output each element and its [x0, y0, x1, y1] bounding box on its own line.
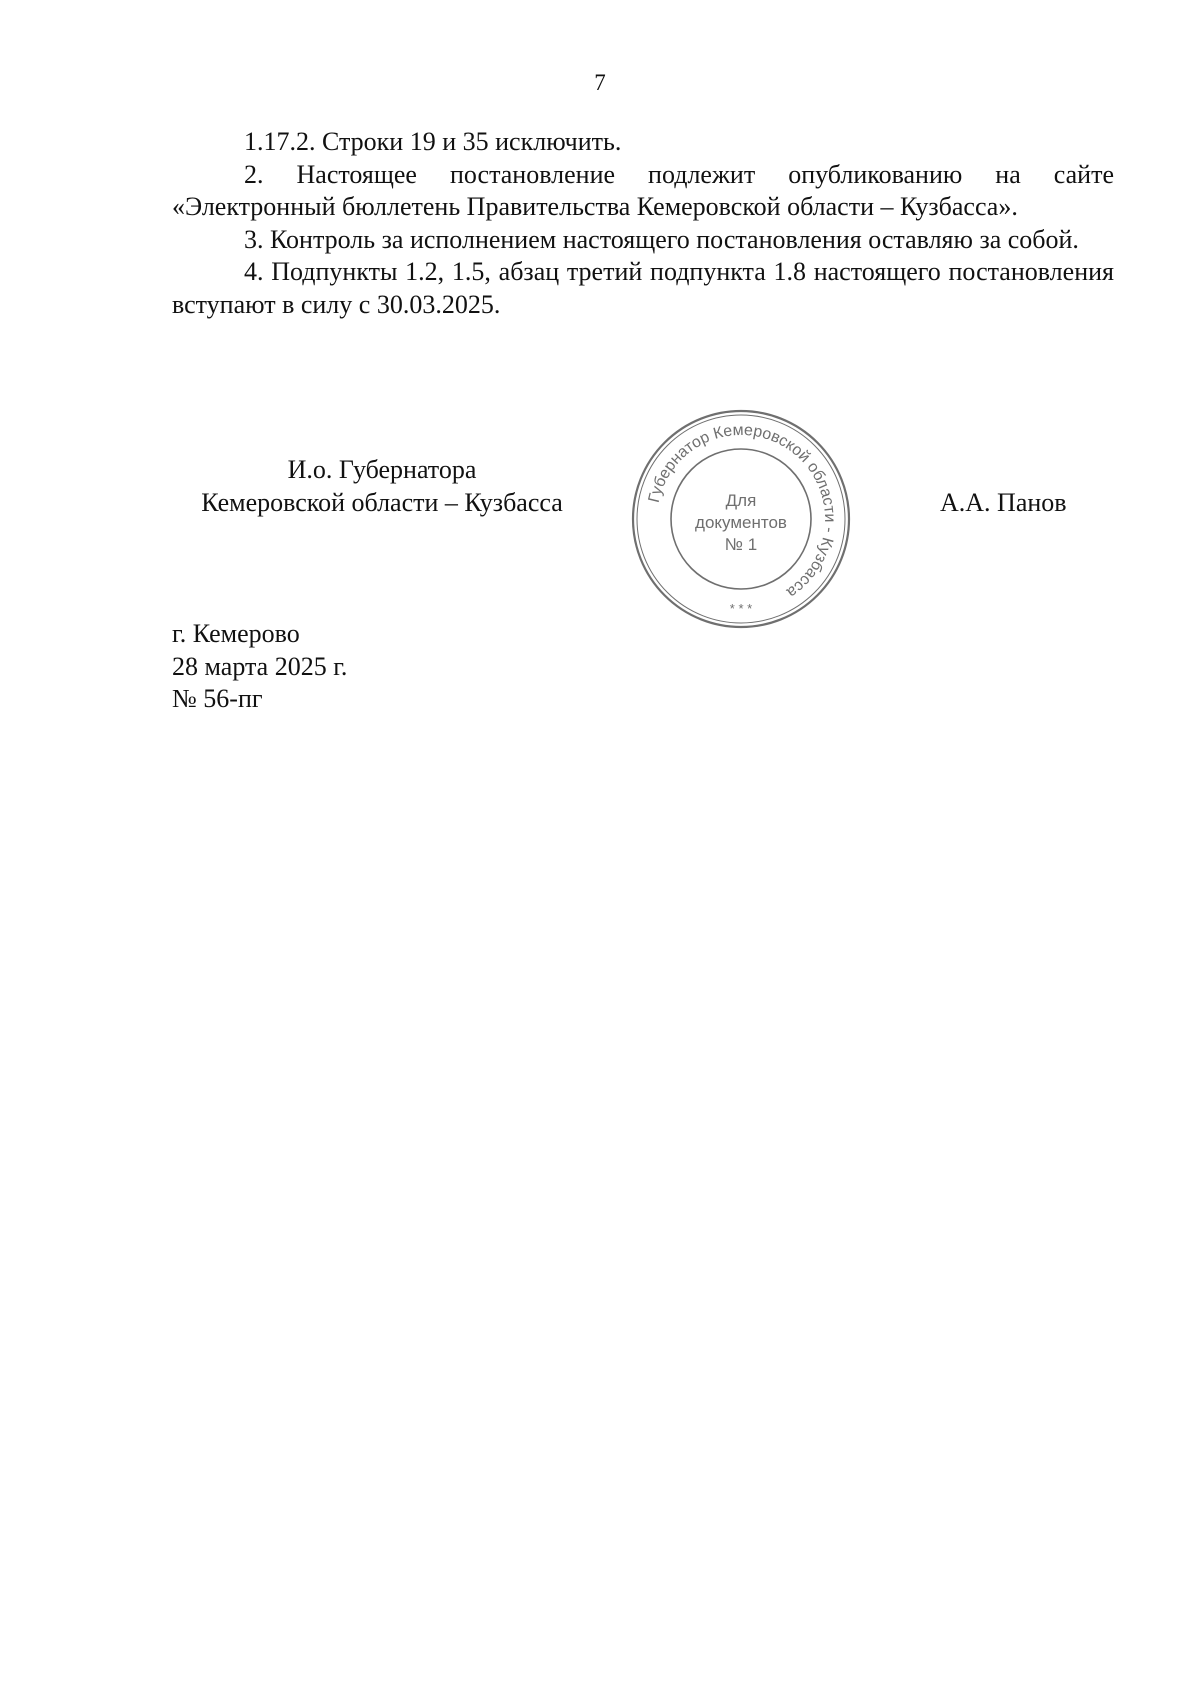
seal-stars: * * * — [729, 601, 753, 616]
document-number: № 56-пг — [172, 684, 263, 713]
document-date: 28 марта 2025 г. — [172, 651, 348, 681]
official-seal — [629, 407, 853, 631]
paragraph-2: 2. Настоящее постановление подлежит опубликованию на сайте «Электронный бюллетень Правительства Кемеровской области – Кузбасса». — [172, 159, 1114, 221]
page-number: 7 — [594, 70, 606, 95]
signature-position — [172, 454, 592, 519]
seal-ring-text: Губернатор Кемеровской области - Кузбасса — [645, 421, 839, 601]
paragraph-3: 3. Контроль за исполнением настоящего постановления оставляю за собой. — [244, 224, 1079, 254]
document-body — [172, 126, 1114, 321]
paragraph-1-17-2: 1.17.2. Строки 19 и 35 исключить. — [244, 127, 622, 156]
paragraph-4: 4. Подпункты 1.2, 1.5, абзац третий подпункта 1.8 настоящего постановления вступают в силу с 30.03.2025. — [172, 257, 1114, 319]
seal-center-line-1: Для — [725, 491, 757, 510]
signer-name: А.А. Панов — [940, 488, 1067, 517]
signer-title: И.о. Губернатора — [287, 455, 477, 484]
seal-center-line-2: документов — [695, 513, 787, 532]
signer-region: Кемеровской области – Кузбасса — [201, 487, 563, 517]
seal-center-line-3: № 1 — [724, 535, 758, 554]
document-city: г. Кемерово — [172, 619, 300, 648]
place-and-date — [172, 618, 347, 716]
